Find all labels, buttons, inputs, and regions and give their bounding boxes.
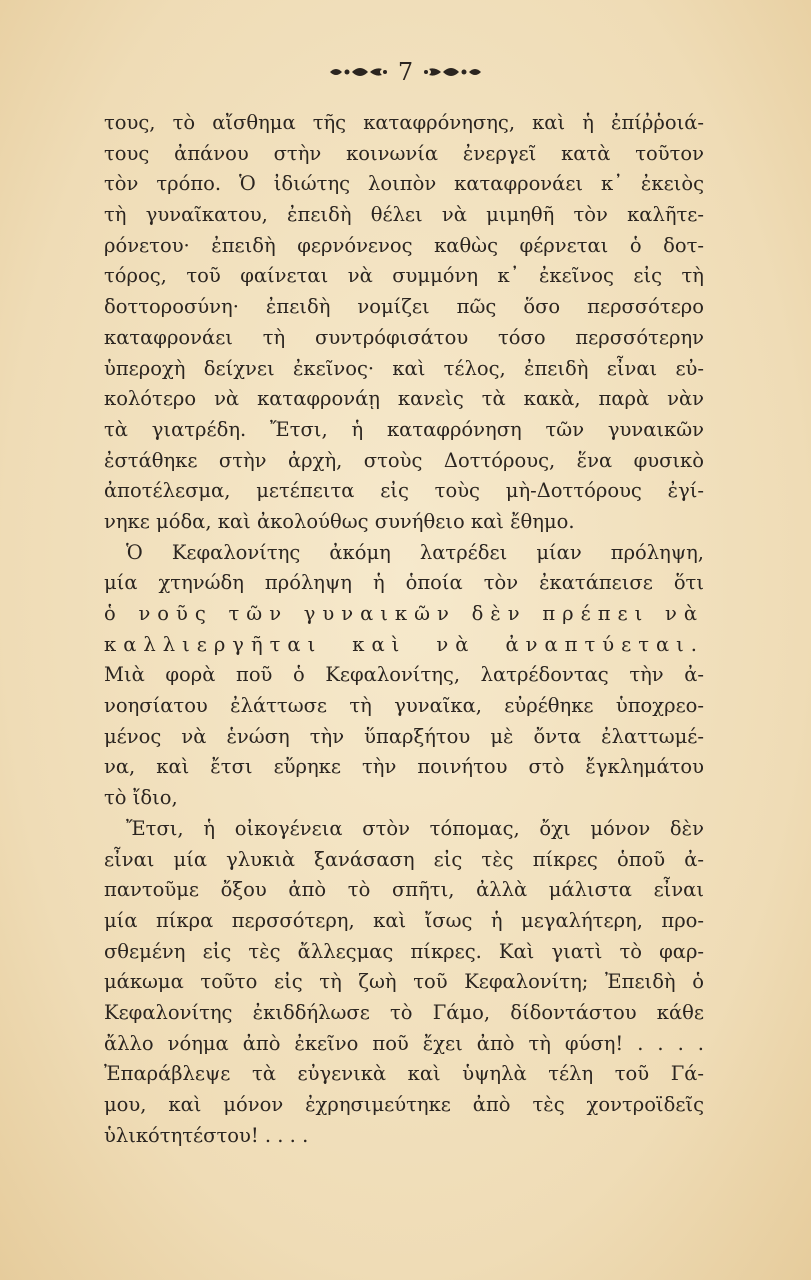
text-line: κολότερο νὰ καταφρονάῃ κανεὶς τὰ κακὰ, παρὰ νὰν <box>104 387 704 411</box>
text-line: τὰ γιατρέδη. Ἔτσι, ἡ καταφρόνηση τῶν γυναικῶν <box>104 417 704 441</box>
text-line: τὸν τρόπο. Ὁ ἰδιώτης λοιπὸν καταφρονάει κ᾽ ἐκειὸς <box>104 172 704 196</box>
text-line: τόρος, τοῦ φαίνεται νὰ συμμόνη κ᾽ ἐκεῖνος εἰς τὴ <box>104 264 704 288</box>
text-line: δοττοροσύνη· ἐπειδὴ νομίζει πῶς ὅσο περσσότερο <box>104 295 704 319</box>
right-ornament-icon <box>423 63 483 81</box>
page-text <box>104 108 704 1151</box>
text-line: τὸ ἴδιο, <box>104 786 178 810</box>
text-line: ἀποτέλεσμα, μετέπειτα εἰς τοὺς μὴ-Δοττόρους ἐγί- <box>104 479 704 503</box>
text-line: τους, τὸ αἴσθημα τῆς καταφρόνησης, καὶ ἡ ἐπίῤῥοιά- <box>104 111 704 134</box>
text-line: καταφρονάει τὴ συντρόφισάτου τόσο περσσότερην <box>104 325 704 349</box>
text-line: μάκωμα τοῦτο εἰς τὴ ζωὴ τοῦ Κεφαλονίτη; Ἐπειδὴ ὁ <box>104 970 704 994</box>
emphasized-line: ὁ νοῦς τῶν γυναικῶν δὲν πρέπει νὰ <box>104 602 704 625</box>
text-line: να, καὶ ἔτσι εὔρηκε τὴν ποινήτου στὸ ἔγκλημάτου <box>104 755 704 779</box>
emphasized-line: καλλιεργῆται καὶ νὰ ἀναπτύεται. <box>104 632 704 656</box>
page-header <box>0 56 811 88</box>
text-line: νοησίατου ἐλάττωσε τὴ γυναῖκα, εὐρέθηκε ὑποχρεο- <box>104 694 704 718</box>
text-line: νηκε μόδα, καὶ ἀκολούθως συνήθειο καὶ ἔθημο. <box>104 509 575 533</box>
text-line: τὴ γυναῖκατου, ἐπειδὴ θέλει νὰ μιμηθῆ τὸν καλῆτε- <box>104 203 704 227</box>
paragraph-start-line: Ἔτσι, ἡ οἰκογένεια στὸν τόπομας, ὄχι μόνον δὲν <box>126 816 704 840</box>
text-line: Μιὰ φορὰ ποῦ ὁ Κεφαλονίτης, λατρέδοντας τὴν ἀ- <box>104 663 704 687</box>
text-line: Ἐπαράβλεψε τὰ εὐγενικὰ καὶ ὑψηλὰ τέλη τοῦ Γά- <box>104 1062 704 1086</box>
text-line: παντοῦμε ὄξου ἀπὸ τὸ σπῆτι, ἀλλὰ μάλιστα εἶναι <box>104 878 704 902</box>
text-line: ὑλικότητέστου! . . . . <box>104 1123 309 1147</box>
left-ornament-icon <box>328 63 388 81</box>
text-line: ρόνετου· ἐπειδὴ φερνόνενος καθὼς φέρνεται ὁ δοτ- <box>104 233 704 257</box>
text-line: μένος νὰ ἑνώση τὴν ὕπαρξήτου μὲ ὄντα ἐλαττωμέ- <box>104 724 704 748</box>
text-line: μία χτηνώδη πρόληψη ἡ ὁποία τὸν ἐκατάπεισε ὅτι <box>104 571 704 595</box>
text-line: Κεφαλονίτης ἐκιδδήλωσε τὸ Γάμο, δίδοντάστου κάθε <box>104 1000 704 1024</box>
text-line: ὑπεροχὴ δείχνει ἐκεῖνος· καὶ τέλος, ἐπειδὴ εἶναι εὐ- <box>104 356 704 380</box>
text-line: σθεμένη εἰς τὲς ἄλλεςμας πίκρες. Καὶ γιατὶ τὸ φαρ- <box>104 939 704 963</box>
paragraph-start-line: Ὁ Κεφαλονίτης ἀκόμη λατρέδει μίαν πρόληψη, <box>126 540 704 564</box>
page-number: 7 <box>397 58 414 86</box>
text-line: μου, καὶ μόνον ἐχρησιμεύτηκε ἀπὸ τὲς χοντροϊδεῖς <box>104 1093 704 1116</box>
text-line: εἶναι μία γλυκιὰ ξανάσαση εἰς τὲς πίκρες ὁποῦ ἀ- <box>104 847 704 871</box>
text-line: τους ἀπάνου στὴν κοινωνία ἐνεργεῖ κατὰ τοῦτον <box>104 141 704 165</box>
text-line: μία πίκρα περσσότερη, καὶ ἴσως ἡ μεγαλήτερη, προ- <box>104 908 704 932</box>
text-line: ἐστάθηκε στὴν ἀρχὴ, στοὺς Δοττόρους, ἕνα φυσικὸ <box>104 448 704 472</box>
text-line: ἄλλο νόημα ἀπὸ ἐκεῖνο ποῦ ἔχει ἀπὸ τὴ φύση! . . . . <box>104 1031 704 1055</box>
